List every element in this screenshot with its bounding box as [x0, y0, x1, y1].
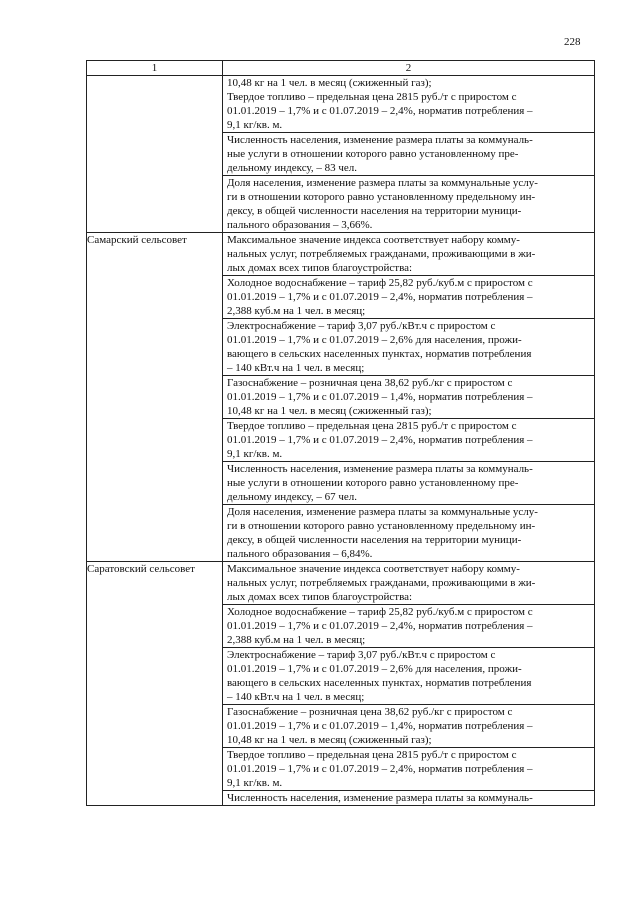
- description-paragraph: [223, 704, 594, 747]
- text-line: Электроснабжение – тариф 3,07 руб./кВт.ч с приростом с: [227, 649, 496, 661]
- text-line: Доля населения, изменение размера платы за коммунальные услу-: [227, 177, 538, 189]
- column-header-2: 2: [223, 61, 595, 76]
- description-paragraph: [223, 132, 594, 175]
- municipality-name-cell: Самарский сельсовет: [87, 233, 223, 562]
- description-paragraph: [223, 504, 594, 561]
- table-body: [87, 76, 595, 806]
- text-line: 01.01.2019 – 1,7% и с 01.07.2019 – 2,4%, норматив потребления –: [227, 763, 533, 775]
- page-number: 228: [564, 36, 581, 48]
- text-line: Газоснабжение – розничная цена 38,62 руб./кг с приростом с: [227, 706, 513, 718]
- text-line: 9,1 кг/кв. м.: [227, 777, 283, 789]
- description-paragraph: [223, 175, 594, 232]
- text-line: ные услуги в отношении которого равно установленному пре-: [227, 148, 519, 160]
- text-line: Электроснабжение – тариф 3,07 руб./кВт.ч с приростом с: [227, 320, 496, 332]
- text-line: Численность населения, изменение размера платы за коммуналь-: [227, 134, 533, 146]
- text-line: 2,388 куб.м на 1 чел. в месяц;: [227, 634, 366, 646]
- text-line: 10,48 кг на 1 чел. в месяц (сжиженный газ);: [227, 77, 432, 89]
- text-line: дельному индексу, – 83 чел.: [227, 162, 357, 174]
- text-line: 9,1 кг/кв. м.: [227, 119, 283, 131]
- text-line: Максимальное значение индекса соответствует набору комму-: [227, 234, 520, 246]
- text-line: пального образования – 6,84%.: [227, 548, 373, 560]
- description-paragraph: [223, 747, 594, 790]
- text-line: ги в отношении которого равно установленному предельному ин-: [227, 191, 536, 203]
- text-line: лых домах всех типов благоустройства:: [227, 262, 413, 274]
- description-paragraph: [223, 418, 594, 461]
- table-row: [87, 233, 595, 562]
- text-line: Численность населения, изменение размера платы за коммуналь-: [227, 463, 533, 475]
- text-line: Численность населения, изменение размера платы за коммуналь-: [227, 792, 533, 804]
- text-line: нальных услуг, потребляемых гражданами, проживающими в жи-: [227, 577, 536, 589]
- text-line: ги в отношении которого равно установленному предельному ин-: [227, 520, 536, 532]
- table-row: [87, 562, 595, 806]
- text-line: 9,1 кг/кв. м.: [227, 448, 283, 460]
- description-paragraph: [223, 233, 594, 275]
- text-line: Холодное водоснабжение – тариф 25,82 руб./куб.м с приростом с: [227, 606, 533, 618]
- column-header-1: 1: [87, 61, 223, 76]
- municipality-name-cell: [87, 76, 223, 233]
- text-line: ные услуги в отношении которого равно установленному пре-: [227, 477, 519, 489]
- text-line: вающего в сельских населенных пунктах, норматив потребления: [227, 348, 532, 360]
- text-line: пального образования – 3,66%.: [227, 219, 373, 231]
- description-paragraph: [223, 375, 594, 418]
- text-line: 01.01.2019 – 1,7% и с 01.07.2019 – 2,4%, норматив потребления –: [227, 105, 533, 117]
- text-line: 01.01.2019 – 1,7% и с 01.07.2019 – 2,4%, норматив потребления –: [227, 291, 533, 303]
- text-line: Холодное водоснабжение – тариф 25,82 руб./куб.м с приростом с: [227, 277, 533, 289]
- text-line: 01.01.2019 – 1,7% и с 01.07.2019 – 1,4%, норматив потребления –: [227, 720, 533, 732]
- text-line: Твердое топливо – предельная цена 2815 руб./т с приростом с: [227, 420, 517, 432]
- description-paragraph: [223, 562, 594, 604]
- text-line: вающего в сельских населенных пунктах, норматив потребления: [227, 677, 532, 689]
- text-line: 10,48 кг на 1 чел. в месяц (сжиженный газ);: [227, 734, 432, 746]
- municipality-name-cell: Саратовский сельсовет: [87, 562, 223, 806]
- text-line: Твердое топливо – предельная цена 2815 руб./т с приростом с: [227, 749, 517, 761]
- text-line: 2,388 куб.м на 1 чел. в месяц;: [227, 305, 366, 317]
- text-line: – 140 кВт.ч на 1 чел. в месяц;: [227, 362, 365, 374]
- text-line: 01.01.2019 – 1,7% и с 01.07.2019 – 2,4%, норматив потребления –: [227, 620, 533, 632]
- text-line: нальных услуг, потребляемых гражданами, проживающими в жи-: [227, 248, 536, 260]
- description-paragraph: [223, 647, 594, 704]
- text-line: – 140 кВт.ч на 1 чел. в месяц;: [227, 691, 365, 703]
- text-line: дельному индексу, – 67 чел.: [227, 491, 357, 503]
- description-paragraph: [223, 76, 594, 132]
- text-line: Доля населения, изменение размера платы за коммунальные услу-: [227, 506, 538, 518]
- header-row: [87, 61, 595, 76]
- description-cell: [223, 76, 595, 233]
- text-line: 01.01.2019 – 1,7% и с 01.07.2019 – 2,4%, норматив потребления –: [227, 434, 533, 446]
- text-line: Газоснабжение – розничная цена 38,62 руб./кг с приростом с: [227, 377, 513, 389]
- text-line: 01.01.2019 – 1,7% и с 01.07.2019 – 1,4%, норматив потребления –: [227, 391, 533, 403]
- text-line: дексу, в общей численности населения на территории муници-: [227, 534, 522, 546]
- text-line: дексу, в общей численности населения на территории муници-: [227, 205, 522, 217]
- text-line: Твердое топливо – предельная цена 2815 руб./т с приростом с: [227, 91, 517, 103]
- description-paragraph: [223, 318, 594, 375]
- text-line: 01.01.2019 – 1,7% и с 01.07.2019 – 2,6% для населения, прожи-: [227, 334, 522, 346]
- description-cell: [223, 562, 595, 806]
- text-line: лых домах всех типов благоустройства:: [227, 591, 413, 603]
- text-line: 10,48 кг на 1 чел. в месяц (сжиженный газ);: [227, 405, 432, 417]
- description-paragraph: [223, 275, 594, 318]
- table-row: [87, 76, 595, 233]
- description-paragraph: [223, 790, 594, 805]
- description-paragraph: [223, 461, 594, 504]
- indices-table: [86, 60, 595, 806]
- description-paragraph: [223, 604, 594, 647]
- description-cell: [223, 233, 595, 562]
- text-line: 01.01.2019 – 1,7% и с 01.07.2019 – 2,6% для населения, прожи-: [227, 663, 522, 675]
- text-line: Максимальное значение индекса соответствует набору комму-: [227, 563, 520, 575]
